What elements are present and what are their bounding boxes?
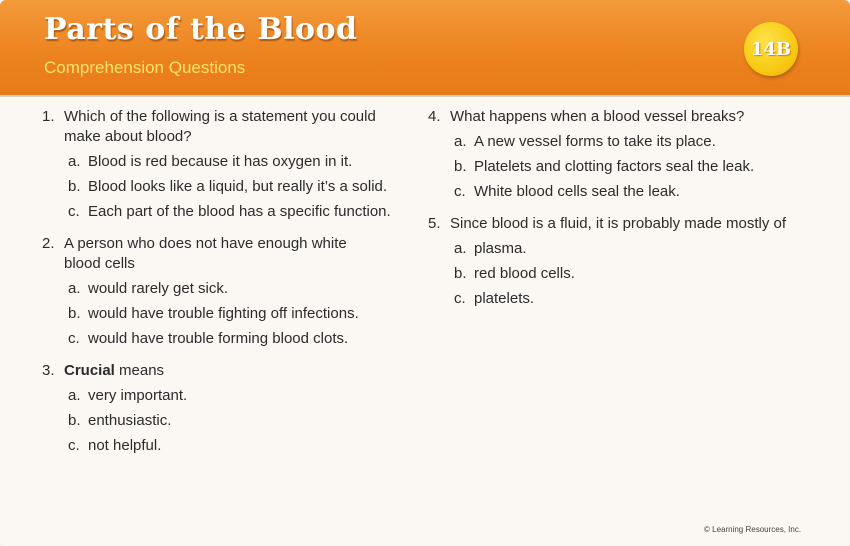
- question-text: What happens when a blood vessel breaks?: [450, 108, 745, 125]
- card-number-badge: 14B: [744, 22, 798, 76]
- option-letter: b.: [68, 305, 81, 322]
- option-letter: c.: [68, 330, 80, 347]
- answer-option: [454, 182, 808, 202]
- question-text-rest: means: [114, 362, 165, 379]
- option-text: Blood is red because it has oxygen in it.: [88, 153, 353, 170]
- question-text: A person who does not have enough white blood cells: [64, 235, 347, 272]
- option-text: Blood looks like a liquid, but really it’s a solid.: [88, 178, 388, 195]
- answer-option: [68, 304, 402, 324]
- option-text: plasma.: [474, 240, 527, 257]
- card-subtitle: Comprehension Questions: [44, 58, 246, 77]
- question-5: [428, 214, 808, 309]
- answer-option: [68, 202, 402, 222]
- option-letter: b.: [68, 412, 81, 429]
- left-column: [42, 107, 402, 468]
- answer-option: [68, 152, 402, 172]
- answer-option: [68, 411, 402, 431]
- answer-option: [68, 386, 402, 406]
- option-text: would rarely get sick.: [88, 280, 229, 297]
- option-text: platelets.: [474, 290, 535, 307]
- option-text: red blood cells.: [474, 265, 575, 282]
- option-letter: b.: [454, 158, 467, 175]
- answer-option: [454, 239, 808, 259]
- option-text: Each part of the blood has a specific function.: [88, 203, 391, 220]
- answer-option: [68, 279, 402, 299]
- answer-option: [68, 177, 402, 197]
- option-text: White blood cells seal the leak.: [474, 183, 680, 200]
- option-letter: a.: [68, 153, 81, 170]
- question-number: 2.: [42, 235, 55, 252]
- question-3: [42, 361, 402, 456]
- right-column: [428, 107, 808, 321]
- question-text: Which of the following is a statement you could make about blood?: [64, 108, 376, 145]
- option-letter: c.: [454, 290, 466, 307]
- answer-option: [454, 132, 808, 152]
- question-number: 4.: [428, 108, 441, 125]
- option-letter: a.: [68, 387, 81, 404]
- option-letter: a.: [454, 240, 467, 257]
- option-text: would have trouble forming blood clots.: [88, 330, 349, 347]
- question-text: [64, 361, 402, 381]
- question-number: 5.: [428, 215, 441, 232]
- option-letter: b.: [68, 178, 81, 195]
- answer-option: [68, 329, 402, 349]
- question-4: [428, 107, 808, 202]
- question-keyword: Crucial: [64, 362, 115, 379]
- question-text: Since blood is a fluid, it is probably made mostly of: [450, 215, 786, 232]
- option-text: very important.: [88, 387, 188, 404]
- option-text: enthusiastic.: [88, 412, 172, 429]
- question-number: 1.: [42, 108, 55, 125]
- option-letter: a.: [68, 280, 81, 297]
- card-title: Parts of the Blood: [44, 12, 358, 47]
- question-1: [42, 107, 402, 222]
- answer-option: [454, 289, 808, 309]
- option-text: would have trouble fighting off infections.: [88, 305, 359, 322]
- question-2: [42, 234, 402, 349]
- option-letter: c.: [454, 183, 466, 200]
- option-letter: a.: [454, 133, 467, 150]
- answer-option: [454, 157, 808, 177]
- option-text: not helpful.: [88, 437, 162, 454]
- option-letter: c.: [68, 437, 80, 454]
- option-text: A new vessel forms to take its place.: [474, 133, 716, 150]
- question-number: 3.: [42, 362, 55, 379]
- answer-option: [454, 264, 808, 284]
- copyright-notice: © Learning Resources, Inc.: [704, 525, 802, 534]
- option-letter: b.: [454, 265, 467, 282]
- option-text: Platelets and clotting factors seal the leak.: [474, 158, 755, 175]
- answer-option: [68, 436, 402, 456]
- option-letter: c.: [68, 203, 80, 220]
- card-header: [0, 0, 850, 97]
